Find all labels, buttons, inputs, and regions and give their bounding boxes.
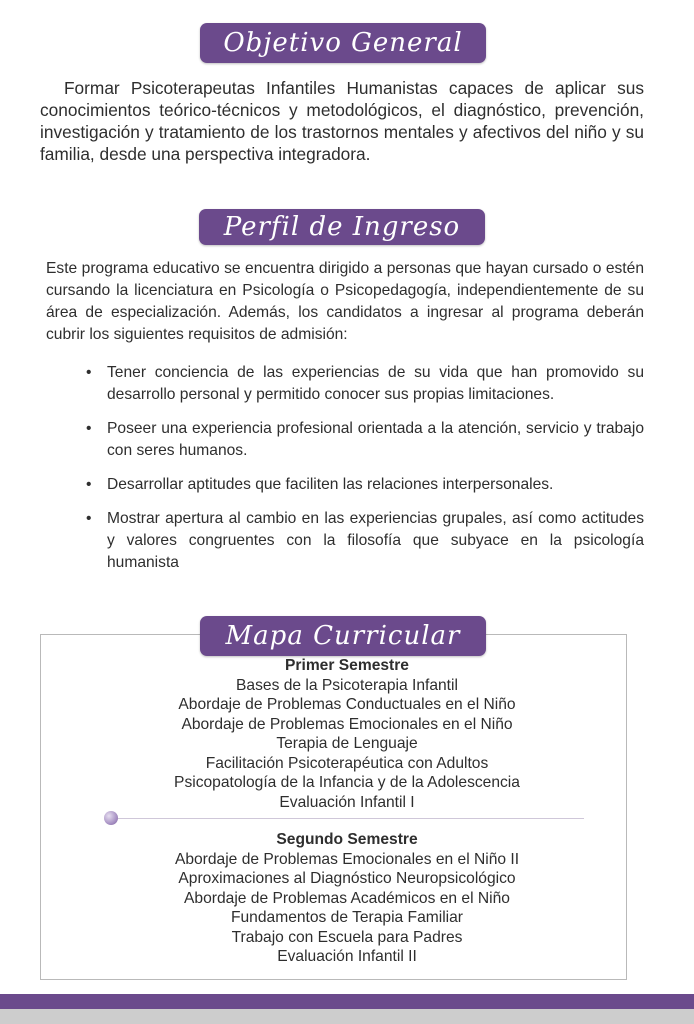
materia-item: Terapia de Lenguaje: [276, 735, 418, 752]
requisito-item: • Desarrollar aptitudes que faciliten las relaciones interpersonales.: [84, 474, 644, 496]
materia-item: Abordaje de Problemas Emocionales en el Niño: [181, 715, 513, 733]
primer-semestre-section: [0, 656, 694, 812]
semestre-title: Segundo Semestre: [276, 831, 418, 848]
footer-gray-bar: [0, 1009, 694, 1024]
materia-item: Abordaje de Problemas Emocionales en el Niño II: [174, 850, 520, 868]
requisitos-list: [84, 362, 644, 586]
requisito-item: • Poseer una experiencia profesional orientada a la atención, servicio y trabajo con seres humanos.: [84, 418, 644, 462]
mapa-curricular-heading: Mapa Curricular: [200, 616, 486, 656]
requisito-item: • Mostrar apertura al cambio en las experiencias grupales, así como actitudes y valores congruentes con la filosofía que subyace en la psicología humanista: [84, 508, 644, 574]
materia-item: Psicopatología de la Infancia y de la Adolescencia: [174, 774, 520, 791]
footer-purple-bar: [0, 994, 694, 1009]
materia-item: Bases de la Psicoterapia Infantil: [236, 676, 458, 694]
requisito-item: • Tener conciencia de las experiencias de su vida que han promovido su desarrollo personal y permitido conocer sus propias limitaciones.: [84, 362, 644, 406]
materia-item: Trabajo con Escuela para Padres: [231, 928, 463, 946]
materia-item: Evaluación Infantil II: [277, 948, 417, 965]
materia-item: Evaluación Infantil I: [279, 793, 415, 811]
semestre-title: Primer Semestre: [285, 657, 409, 674]
segundo-semestre-section: [0, 830, 694, 967]
perfil-ingreso-heading: Perfil de Ingreso: [199, 209, 485, 245]
perfil-ingreso-intro: Este programa educativo se encuentra dirigido a personas que hayan cursado o estén cursando la licenciatura en Psicología o Psicopedagogía, independientemente de su área de especialización. Además, los candidatos a ingresar al programa deberán cubrir los siguientes requisitos de admisión:: [46, 260, 644, 343]
objetivo-general-text: Formar Psicoterapeutas Infantiles Humanistas capaces de aplicar sus conocimientos teórico-técnicos y metodológicos, el diagnóstico, prevención, investigación y tratamiento de los trastornos mentales y afectivos del niño y su familia, desde una perspectiva integradora.: [40, 78, 644, 164]
objetivo-general-heading: Objetivo General: [200, 23, 486, 63]
semestre-divider: [108, 818, 584, 819]
materia-item: Fundamentos de Terapia Familiar: [230, 909, 463, 926]
materia-item: Abordaje de Problemas Conductuales en el Niño: [178, 696, 516, 713]
materia-item: Abordaje de Problemas Académicos en el Niño: [184, 889, 510, 907]
materia-item: Aproximaciones al Diagnóstico Neuropsicológico: [178, 870, 516, 887]
materia-item: Facilitación Psicoterapéutica con Adultos: [205, 754, 489, 772]
divider-dot-icon: [104, 811, 118, 825]
